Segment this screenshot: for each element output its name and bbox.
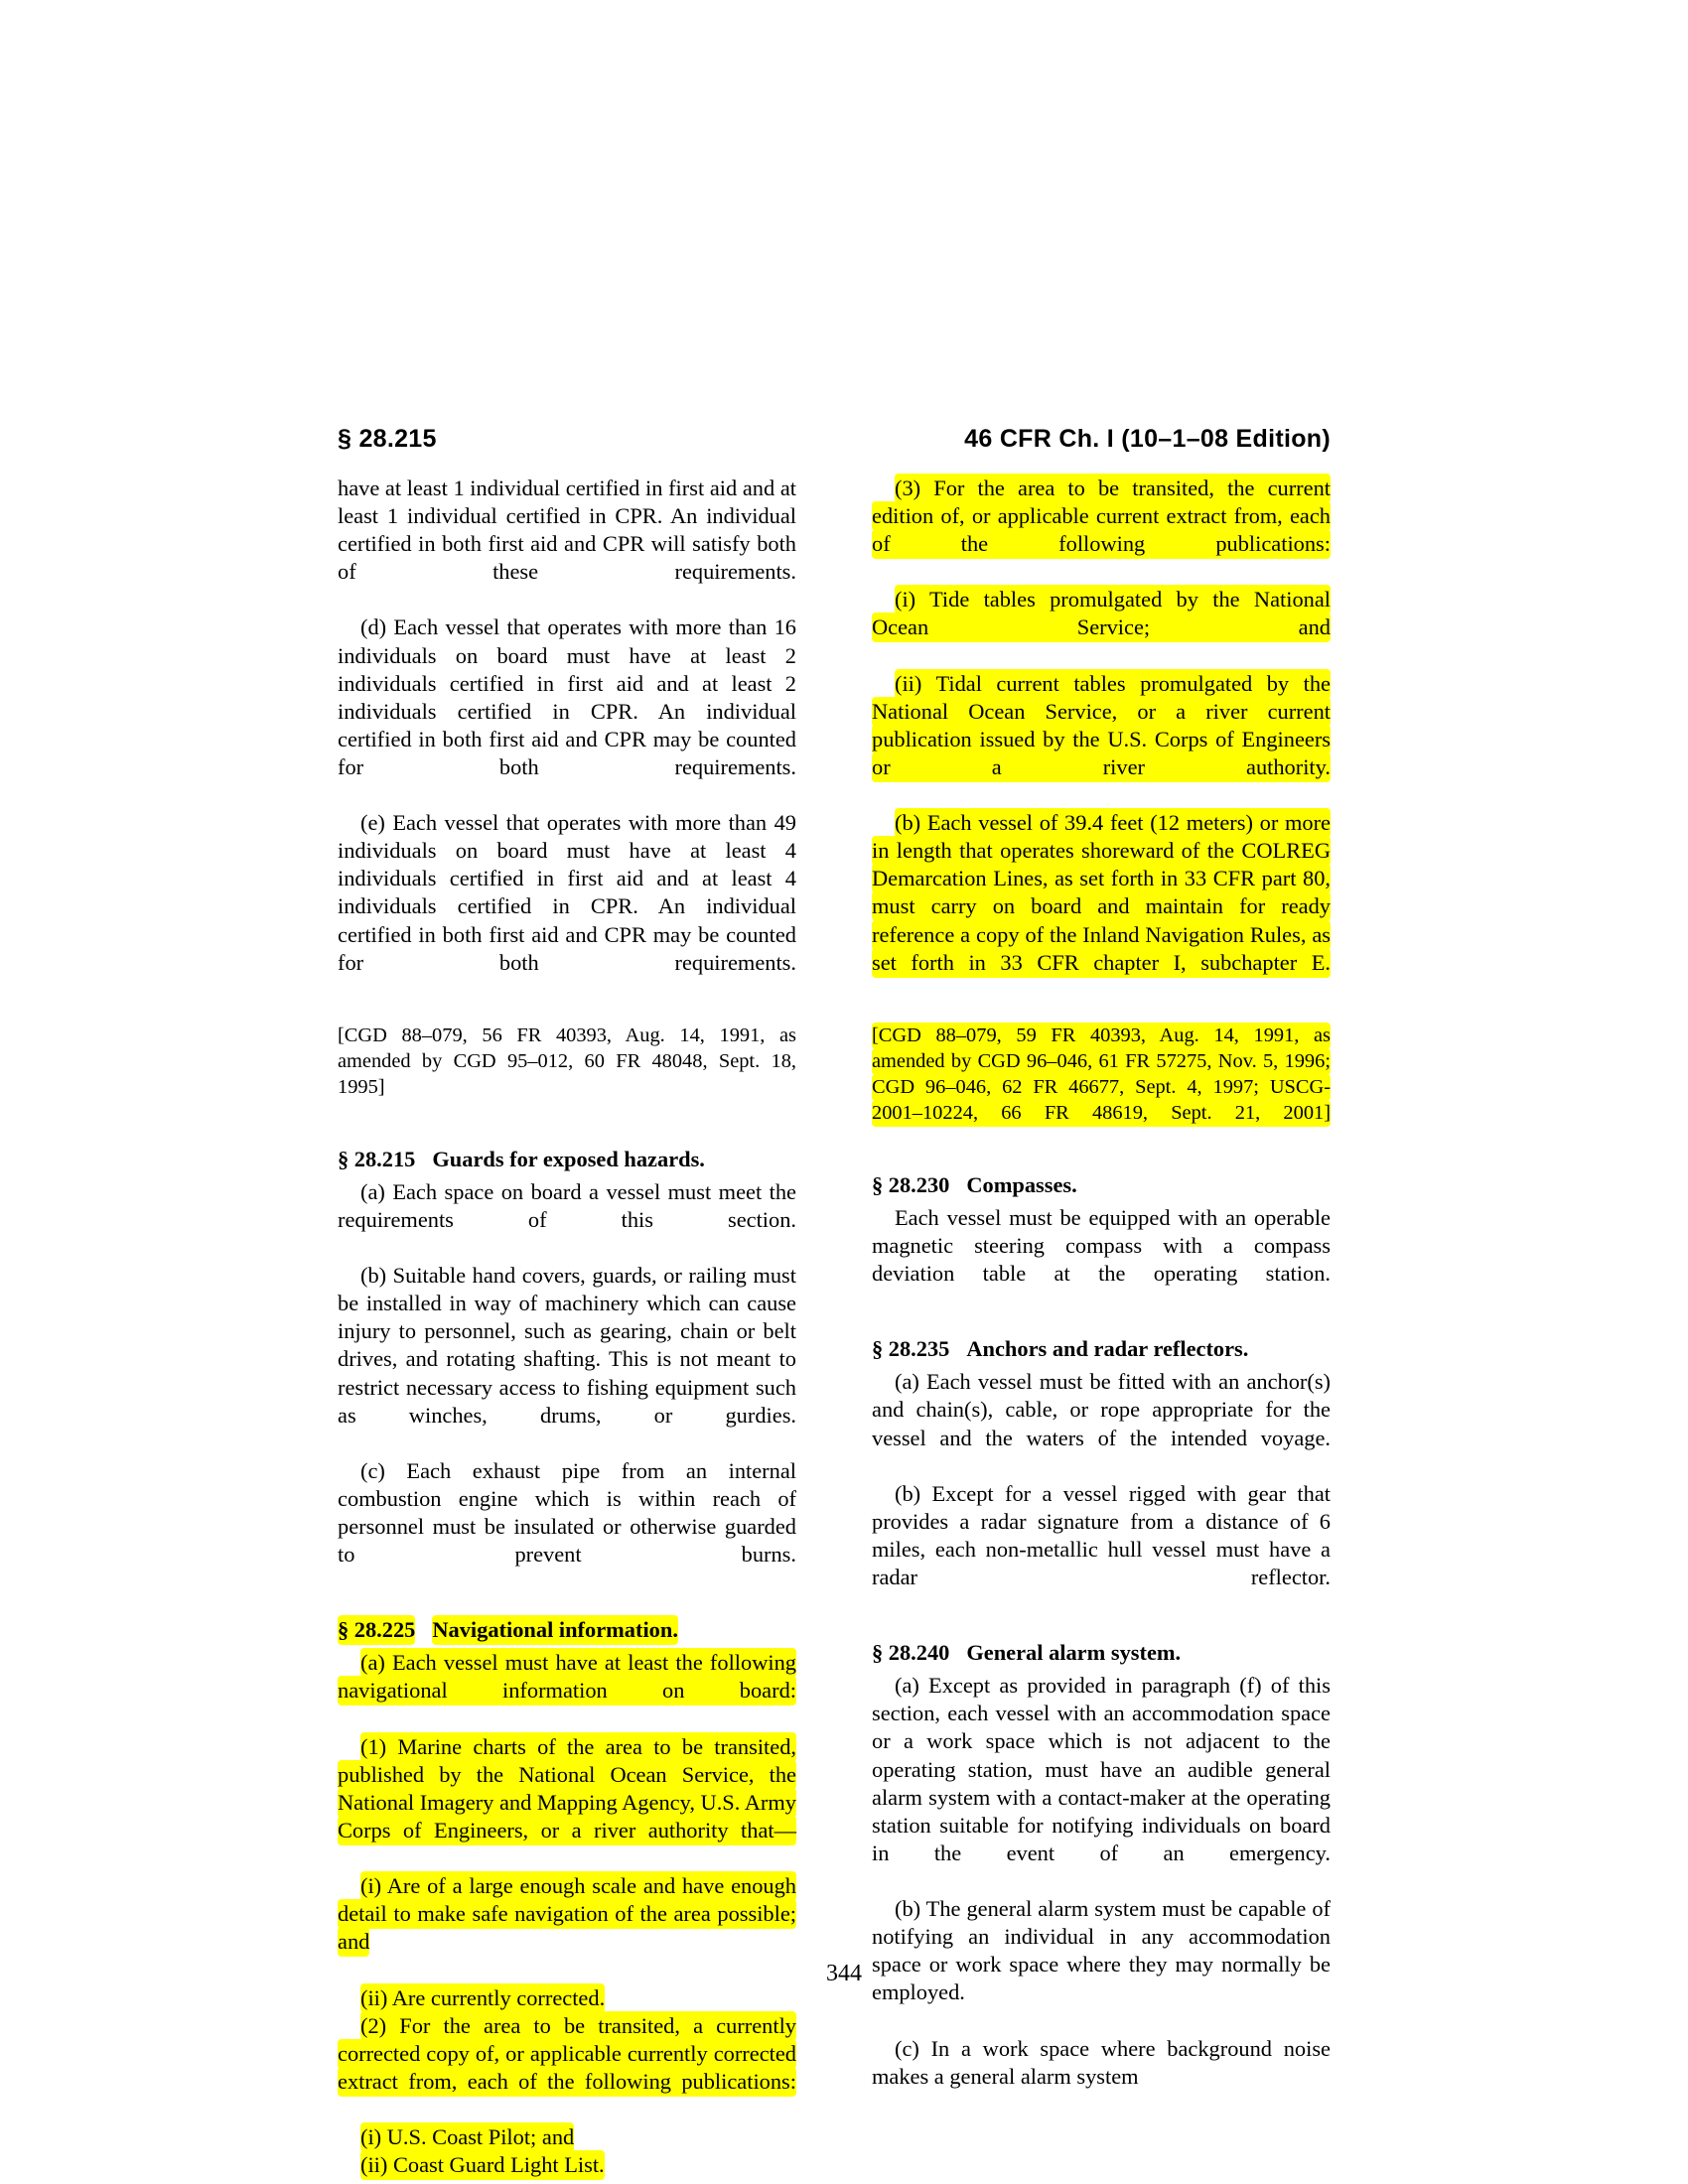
section-heading-28-215	[338, 1146, 796, 1173]
paragraph-28-240-c: (c) In a work space where background noise makes a general alarm system	[872, 2035, 1331, 2089]
paragraph-28-235-b: (b) Except for a vessel rigged with gear that provides a radar signature from a distance of 6 miles, each non-metallic hull vessel must have a radar reflector.	[872, 1480, 1331, 1589]
paragraph-e: (e) Each vessel that operates with more than 49 individuals on board must have at least 4 individuals certified in first aid and at least 4 individuals certified in CPR. An individual certified in both first aid and CPR may be counted for both requirements.	[338, 810, 796, 975]
section-number-28-230: § 28.230	[872, 1171, 950, 1197]
highlighted-text: (b) Each vessel of 39.4 feet (12 meters) or more in length that operates shoreward of the COLREG Demarcation Lines, as set forth in 33 CFR part 80, must carry on board and maintain for ready reference a copy of the Inland Navigation Rules, as set forth in 33 CFR chapter I, subchapter E.	[872, 808, 1331, 977]
section-title-28-240: General alarm system.	[966, 1640, 1182, 1666]
paragraph-28-240-a: (a) Except as provided in paragraph (f) of this section, each vessel with an accommodation space or a work space which is not adjacent to the operating station, must have an audible general alarm system with a contact-maker at the operating station suitable for notifying individuals on board in the event of an emergency.	[872, 1673, 1331, 1865]
paragraph-28-225-3	[872, 475, 1331, 586]
highlighted-text: (2) For the area to be transited, a currently corrected copy of, or applicable currently corrected extract from, each of the following publications:	[338, 2011, 796, 2097]
paragraph-28-225-b	[872, 809, 1331, 1005]
section-heading-28-235	[872, 1335, 1331, 1363]
running-head	[338, 425, 1331, 459]
highlighted-text: (ii) Are currently corrected.	[360, 1983, 605, 2013]
section-number-28-215: § 28.215	[338, 1146, 416, 1171]
paragraph-28-225-2-ii	[338, 2151, 796, 2179]
paragraph-28-215-a: (a) Each space on board a vessel must meet the requirements of this section.	[338, 1178, 796, 1232]
highlighted-text: [CGD 88–079, 59 FR 40393, Aug. 14, 1991, as amended by CGD 96–046, 61 FR 57275, Nov. 5, 1996; CGD 96–046, 62 FR 46677, Sept. 4, 1997; USCG-2001–10224, 66 FR 48619, Sept. 21, 2001]	[872, 1023, 1331, 1127]
highlighted-text: (3) For the area to be transited, the current edition of, or applicable current extract from, each of the following publications:	[872, 474, 1331, 559]
paragraph-d: (d) Each vessel that operates with more than 16 individuals on board must have at least 2 individuals certified in first aid and at least 2 individuals certified in CPR. An individual certified in both first aid and CPR may be counted for both requirements.	[338, 614, 796, 779]
paragraph-28-225-1	[338, 1733, 796, 1872]
highlighted-text: (i) Are of a large enough scale and have enough detail to make safe navigation of the area possible; and	[338, 1871, 796, 1957]
spacer	[872, 1005, 1331, 1023]
paragraph-28-225-1-ii	[338, 1984, 796, 2012]
section-heading-28-225	[338, 1616, 796, 1644]
section-title-28-215: Guards for exposed hazards.	[432, 1146, 705, 1171]
section-title-28-225: Navigational information.	[432, 1615, 678, 1645]
paragraph-28-225-a	[338, 1649, 796, 1732]
citation-28-225	[872, 1023, 1331, 1152]
section-title-28-230: Compasses.	[966, 1171, 1077, 1197]
spacer	[872, 1152, 1331, 1171]
paragraph-28-215-b: (b) Suitable hand covers, guards, or railing must be installed in way of machinery which can cause injury to personnel, such as gearing, chain or belt drives, and rotating shafting. This is not meant to restrict necessary access to fishing equipment such as winches, drums, or gurdies.	[338, 1263, 796, 1428]
paragraph-28-225-3-ii	[872, 670, 1331, 809]
paragraph-continued: have at least 1 individual certified in first aid and at least 1 individual certified in CPR. An individual certified in both first aid and CPR will satisfy both of these requirements.	[338, 476, 796, 585]
paragraph-28-225-2-i	[338, 2123, 796, 2151]
page-number: 344	[826, 1961, 862, 1986]
running-head-section-number: § 28.215	[338, 425, 437, 453]
spacer	[872, 1315, 1331, 1335]
section-number-28-240: § 28.240	[872, 1640, 950, 1666]
section-title-28-235: Anchors and radar reflectors.	[966, 1336, 1249, 1362]
section-number-28-235: § 28.235	[872, 1336, 950, 1362]
two-column-body	[338, 475, 1331, 2179]
paragraph-28-215-c: (c) Each exhaust pipe from an internal combustion engine which is within reach of personnel must be insulated or otherwise guarded to prevent burns.	[338, 1457, 796, 1568]
spacer	[338, 1596, 796, 1616]
highlighted-text: (i) Tide tables promulgated by the National Ocean Service; and	[872, 585, 1331, 642]
highlighted-text: (1) Marine charts of the area to be transited, published by the National Ocean Service, the National Imagery and Mapping Agency, U.S. Army Corps of Engineers, or a river authority that—	[338, 1732, 796, 1845]
highlighted-text: (i) U.S. Coast Pilot; and	[360, 2122, 574, 2152]
section-heading-28-240	[872, 1639, 1331, 1667]
section-number-28-225: § 28.225	[338, 1615, 415, 1645]
citation-28-215: [CGD 88–079, 56 FR 40393, Aug. 14, 1991, as amended by CGD 95–012, 60 FR 48048, Sept. 18, 1995]	[338, 1024, 796, 1098]
paragraph-28-230-body: Each vessel must be equipped with an operable magnetic steering compass with a compass deviation table at the operating station.	[872, 1204, 1331, 1287]
paragraph-28-235-a: (a) Each vessel must be fitted with an anchor(s) and chain(s), cable, or rope appropriate for the vessel and the waters of the intended voyage.	[872, 1369, 1331, 1450]
running-head-edition: 46 CFR Ch. I (10–1–08 Edition)	[964, 425, 1331, 453]
spacer	[338, 1005, 796, 1023]
highlighted-text: (ii) Coast Guard Light List.	[360, 2150, 605, 2180]
paragraph-28-225-2	[338, 2012, 796, 2123]
paragraph-28-240-b: (b) The general alarm system must be capable of notifying an individual in any accommodation space or work space where they may normally be employed.	[872, 1896, 1331, 2005]
spacer	[872, 1619, 1331, 1639]
spacer	[338, 1126, 796, 1146]
paragraph-28-225-3-i	[872, 586, 1331, 669]
section-heading-28-230	[872, 1171, 1331, 1199]
right-column	[872, 475, 1331, 2179]
highlighted-text: (ii) Tidal current tables promulgated by the National Ocean Service, or a river current publication issued by the U.S. Corps of Engineers or a river authority.	[872, 669, 1331, 782]
highlighted-text: (a) Each vessel must have at least the following navigational information on board:	[338, 1648, 796, 1706]
left-column	[338, 475, 796, 2179]
